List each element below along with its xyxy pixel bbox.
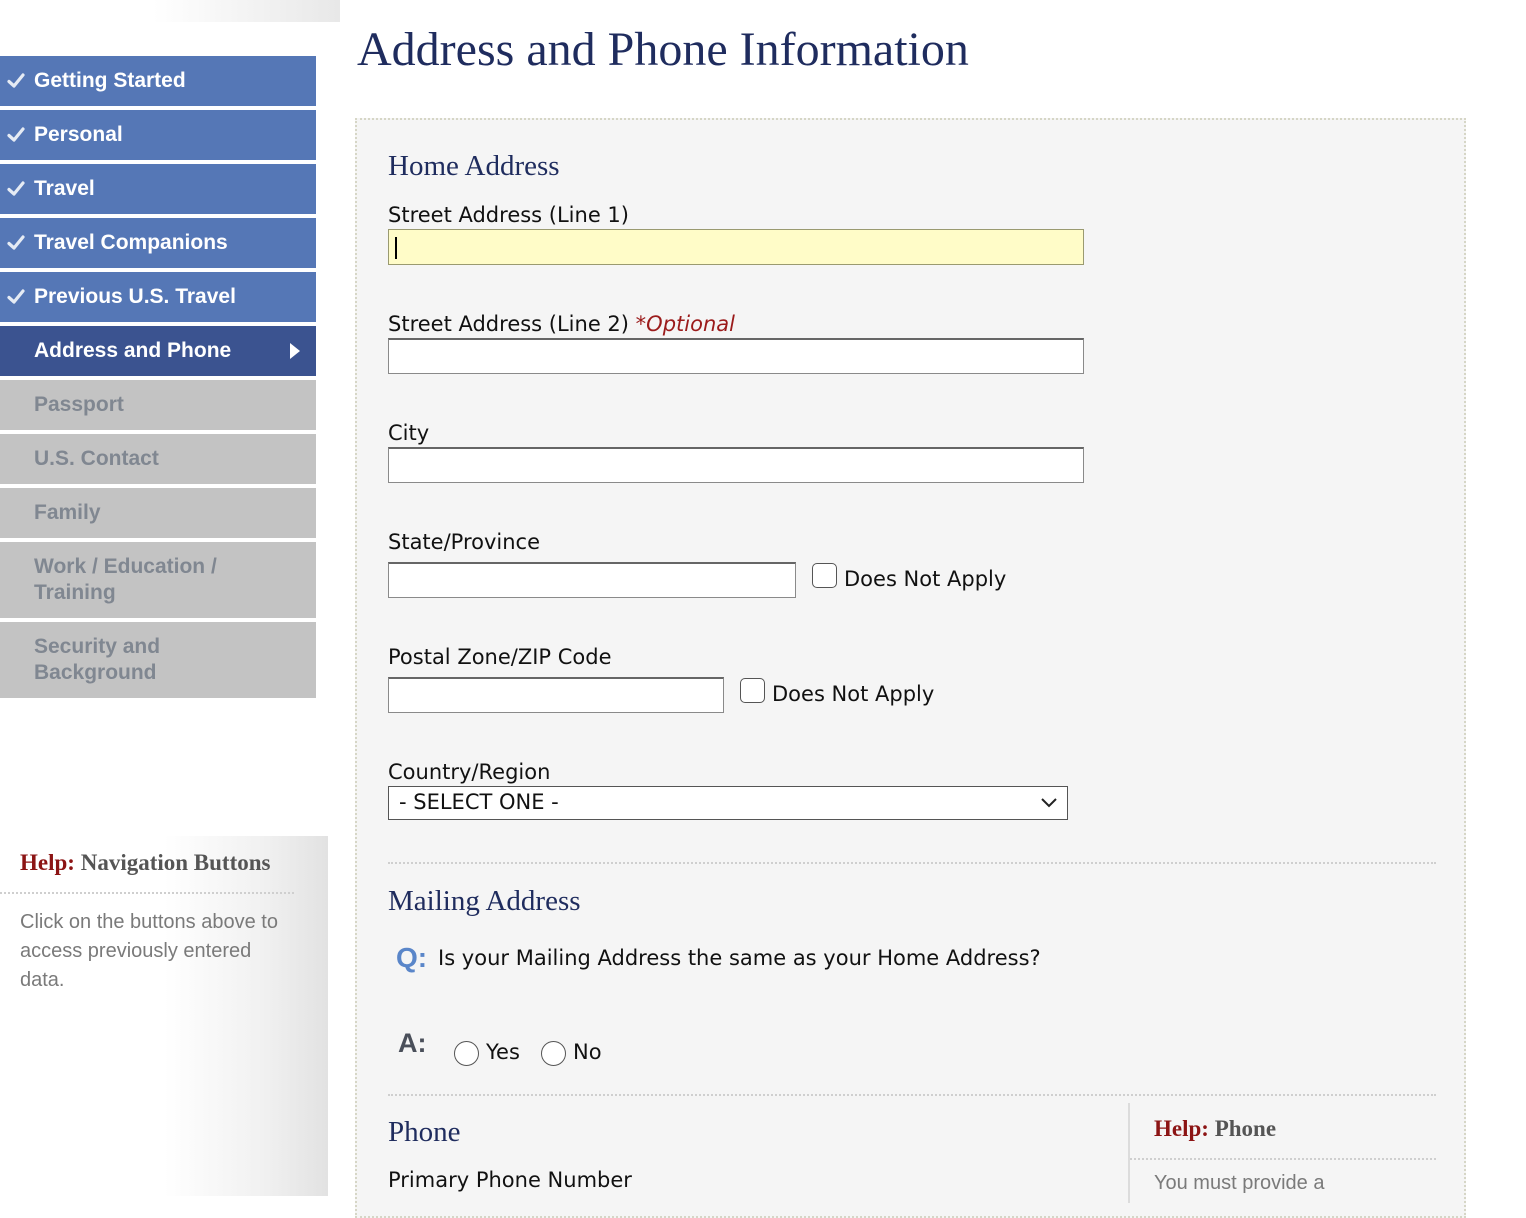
no-label: No: [573, 1040, 602, 1064]
header-strip: [0, 0, 340, 22]
sidebar-item-travel-companions[interactable]: [0, 218, 316, 268]
help-key: Help:: [1154, 1116, 1209, 1141]
help-phone-divider: [1128, 1103, 1130, 1203]
chevron-down-icon: [1039, 793, 1059, 813]
country-label: Country/Region: [388, 760, 551, 784]
sidebar-item-label: Travel Companions: [34, 231, 228, 254]
sidebar-item-label: Security and Background: [34, 635, 161, 684]
sidebar-item-work-education-training[interactable]: [0, 542, 316, 618]
sidebar-item-label: Previous U.S. Travel: [34, 285, 236, 308]
sidebar-item-travel[interactable]: [0, 164, 316, 214]
street2-input[interactable]: [388, 338, 1084, 374]
help-text: Click on the buttons above to access previously entered data.: [20, 911, 278, 991]
state-does-not-apply-checkbox[interactable]: [812, 563, 837, 588]
home-address-heading: Home Address: [388, 150, 560, 182]
street2-label: [388, 312, 735, 336]
sidebar-item-label: Address and Phone: [34, 339, 232, 362]
phone-heading: Phone: [388, 1116, 461, 1148]
sidebar-item-label: Travel: [34, 177, 95, 200]
sidebar-item-label: Getting Started: [34, 69, 186, 92]
sidebar-item-family[interactable]: [0, 488, 316, 538]
primary-phone-label: Primary Phone Number: [388, 1168, 632, 1192]
optional-tag: *Optional: [635, 312, 735, 336]
mailing-address-heading: Mailing Address: [388, 885, 581, 917]
section-divider: [388, 862, 1436, 864]
sidebar-item-label: Passport: [34, 393, 124, 416]
state-does-not-apply-label: Does Not Apply: [844, 567, 1007, 591]
postal-input[interactable]: [388, 677, 724, 713]
section-divider: [388, 1094, 1436, 1096]
help-title-text: Navigation Buttons: [80, 850, 271, 875]
help-phone-title: [1154, 1116, 1276, 1142]
postal-label: Postal Zone/ZIP Code: [388, 645, 612, 669]
country-selected-value: - SELECT ONE -: [399, 790, 559, 814]
help-key: Help:: [20, 850, 75, 875]
text-caret: [395, 237, 397, 259]
question-marker: Q:: [396, 942, 428, 973]
answer-marker: A:: [398, 1028, 427, 1058]
state-input[interactable]: [388, 562, 796, 598]
checkmark-icon: [7, 288, 25, 306]
postal-does-not-apply-checkbox[interactable]: [740, 678, 765, 703]
sidebar-item-passport[interactable]: [0, 380, 316, 430]
city-label: City: [388, 421, 430, 445]
city-input[interactable]: [388, 447, 1084, 483]
state-label: State/Province: [388, 530, 541, 554]
street1-input[interactable]: [388, 229, 1084, 265]
sidebar-item-label: Work / Education / Training: [34, 555, 217, 604]
checkmark-icon: [7, 234, 25, 252]
help-phone-text: You must provide a: [1154, 1172, 1325, 1194]
sidebar-item-getting-started[interactable]: [0, 56, 316, 106]
arrow-right-icon: [290, 343, 300, 359]
yes-label: Yes: [486, 1040, 520, 1064]
sidebar-item-us-contact[interactable]: [0, 434, 316, 484]
sidebar-nav: [0, 56, 316, 702]
sidebar-item-label: Personal: [34, 123, 123, 146]
mailing-same-yes-radio[interactable]: [454, 1041, 479, 1066]
sidebar-item-personal[interactable]: [0, 110, 316, 160]
divider: [1130, 1158, 1436, 1160]
sidebar-item-label: Family: [34, 501, 101, 524]
divider: [0, 892, 294, 894]
country-select[interactable]: [388, 786, 1068, 820]
sidebar-item-security-and-background[interactable]: [0, 622, 316, 698]
street1-label: Street Address (Line 1): [388, 203, 629, 227]
checkmark-icon: [7, 126, 25, 144]
help-title-text: Phone: [1214, 1116, 1277, 1141]
sidebar-item-label: U.S. Contact: [34, 447, 159, 470]
help-title: [20, 850, 271, 876]
mailing-same-no-radio[interactable]: [541, 1041, 566, 1066]
page-title: Address and Phone Information: [357, 23, 969, 76]
checkmark-icon: [7, 72, 25, 90]
postal-does-not-apply-label: Does Not Apply: [772, 682, 935, 706]
street2-label-text: Street Address (Line 2): [388, 312, 629, 336]
help-navigation-panel: [0, 836, 328, 1196]
mailing-question-text: Is your Mailing Address the same as your Home Address?: [438, 946, 1041, 970]
sidebar-item-previous-us-travel[interactable]: [0, 272, 316, 322]
checkmark-icon: [7, 180, 25, 198]
sidebar-item-address-and-phone[interactable]: [0, 326, 316, 376]
